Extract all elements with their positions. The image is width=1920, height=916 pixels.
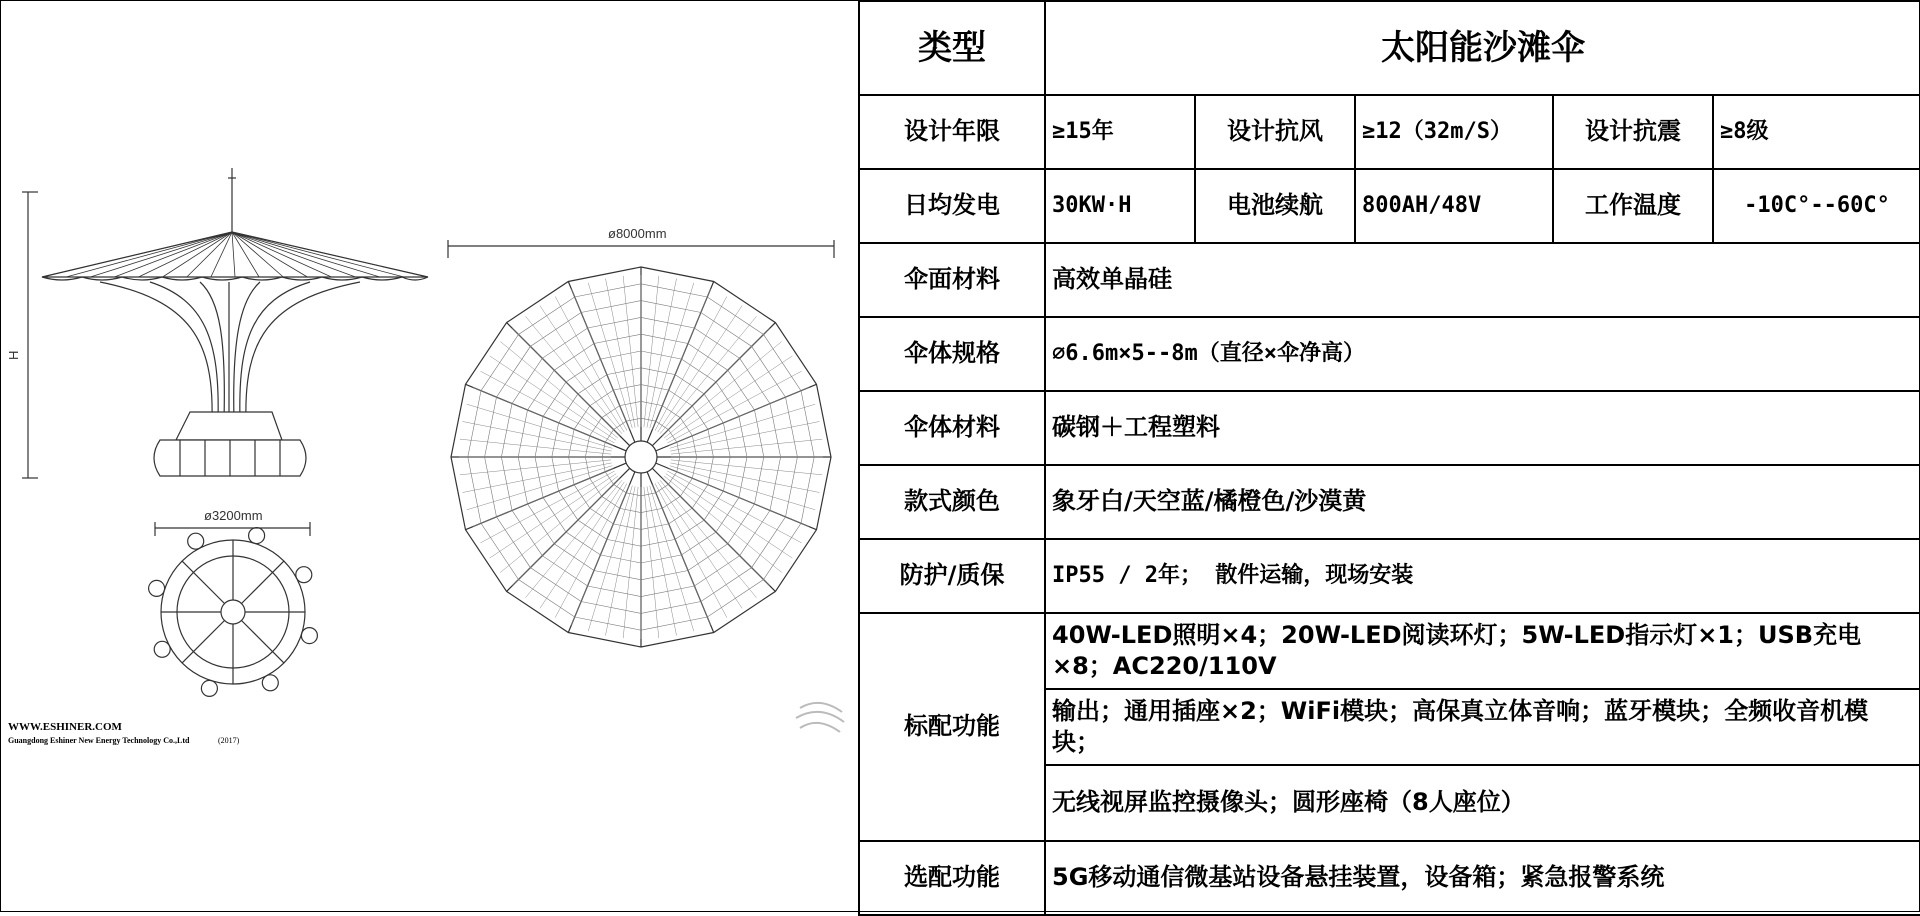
watermark-logo-icon (796, 703, 844, 732)
operating-temp-value: -10C°--60C° (1713, 169, 1920, 243)
canopy-top-view (448, 240, 834, 647)
table-row (859, 613, 1920, 689)
company-name: Guangdong Eshiner New Energy Technology Co.,Ltd (8, 736, 190, 745)
table-row (859, 95, 1920, 169)
colors-value: 象牙白/天空蓝/橘橙色/沙漠黄 (1045, 465, 1920, 539)
body-material-value: 碳钢＋工程塑料 (1045, 391, 1920, 465)
canopy-material-label: 伞面材料 (859, 243, 1045, 317)
wind-resistance-label: 设计抗风 (1195, 95, 1355, 169)
seismic-label: 设计抗震 (1553, 95, 1713, 169)
company-year: (2017) (218, 736, 240, 745)
standard-features-line-3: 无线视屏监控摄像头；圆形座椅（8人座位） (1045, 765, 1920, 841)
table-row (859, 539, 1920, 613)
company-website: WWW.ESHINER.COM (8, 721, 122, 733)
operating-temp-label: 工作温度 (1553, 169, 1713, 243)
table-row (859, 841, 1920, 915)
protection-label: 防护/质保 (859, 539, 1045, 613)
wind-resistance-value: ≥12（32m/S） (1355, 95, 1553, 169)
spec-table (858, 0, 1920, 916)
standard-features-label: 标配功能 (859, 613, 1045, 841)
table-row (859, 169, 1920, 243)
protection-value: IP55 / 2年； 散件运输，现场安装 (1045, 539, 1920, 613)
design-life-label: 设计年限 (859, 95, 1045, 169)
seismic-value: ≥8级 (1713, 95, 1920, 169)
spec-value: ⌀6.6m×5--8m（直径×伞净高） (1045, 317, 1920, 391)
table-row (859, 465, 1920, 539)
base-diameter-label: ø3200mm (204, 508, 263, 523)
optional-features-label: 选配功能 (859, 841, 1045, 915)
standard-features-line-1: 40W-LED照明×4；20W-LED阅读环灯；5W-LED指示灯×1；USB充电×8；AC220/110V (1045, 613, 1920, 689)
spec-label: 伞体规格 (859, 317, 1045, 391)
canopy-material-value: 高效单晶硅 (1045, 243, 1920, 317)
table-row (859, 391, 1920, 465)
umbrella-technical-drawing (0, 0, 858, 912)
optional-features-value: 5G移动通信微基站设备悬挂装置，设备箱；紧急报警系统 (1045, 841, 1920, 915)
table-row (859, 317, 1920, 391)
product-name: 太阳能沙滩伞 (1045, 1, 1920, 95)
table-header-row (859, 1, 1920, 95)
top-diameter-label: ø8000mm (608, 226, 667, 241)
colors-label: 款式颜色 (859, 465, 1045, 539)
height-label: H (6, 350, 21, 360)
standard-features-line-2: 输出；通用插座×2；WiFi模块；高保真立体音响；蓝牙模块；全频收音机模块； (1045, 689, 1920, 765)
daily-power-value: 30KW·H (1045, 169, 1195, 243)
base-plan-view (149, 522, 318, 696)
daily-power-label: 日均发电 (859, 169, 1045, 243)
design-life-value: ≥15年 (1045, 95, 1195, 169)
side-elevation-view (22, 168, 428, 478)
table-row (859, 243, 1920, 317)
battery-value: 800AH/48V (1355, 169, 1553, 243)
body-material-label: 伞体材料 (859, 391, 1045, 465)
battery-label: 电池续航 (1195, 169, 1355, 243)
type-label: 类型 (859, 1, 1045, 95)
